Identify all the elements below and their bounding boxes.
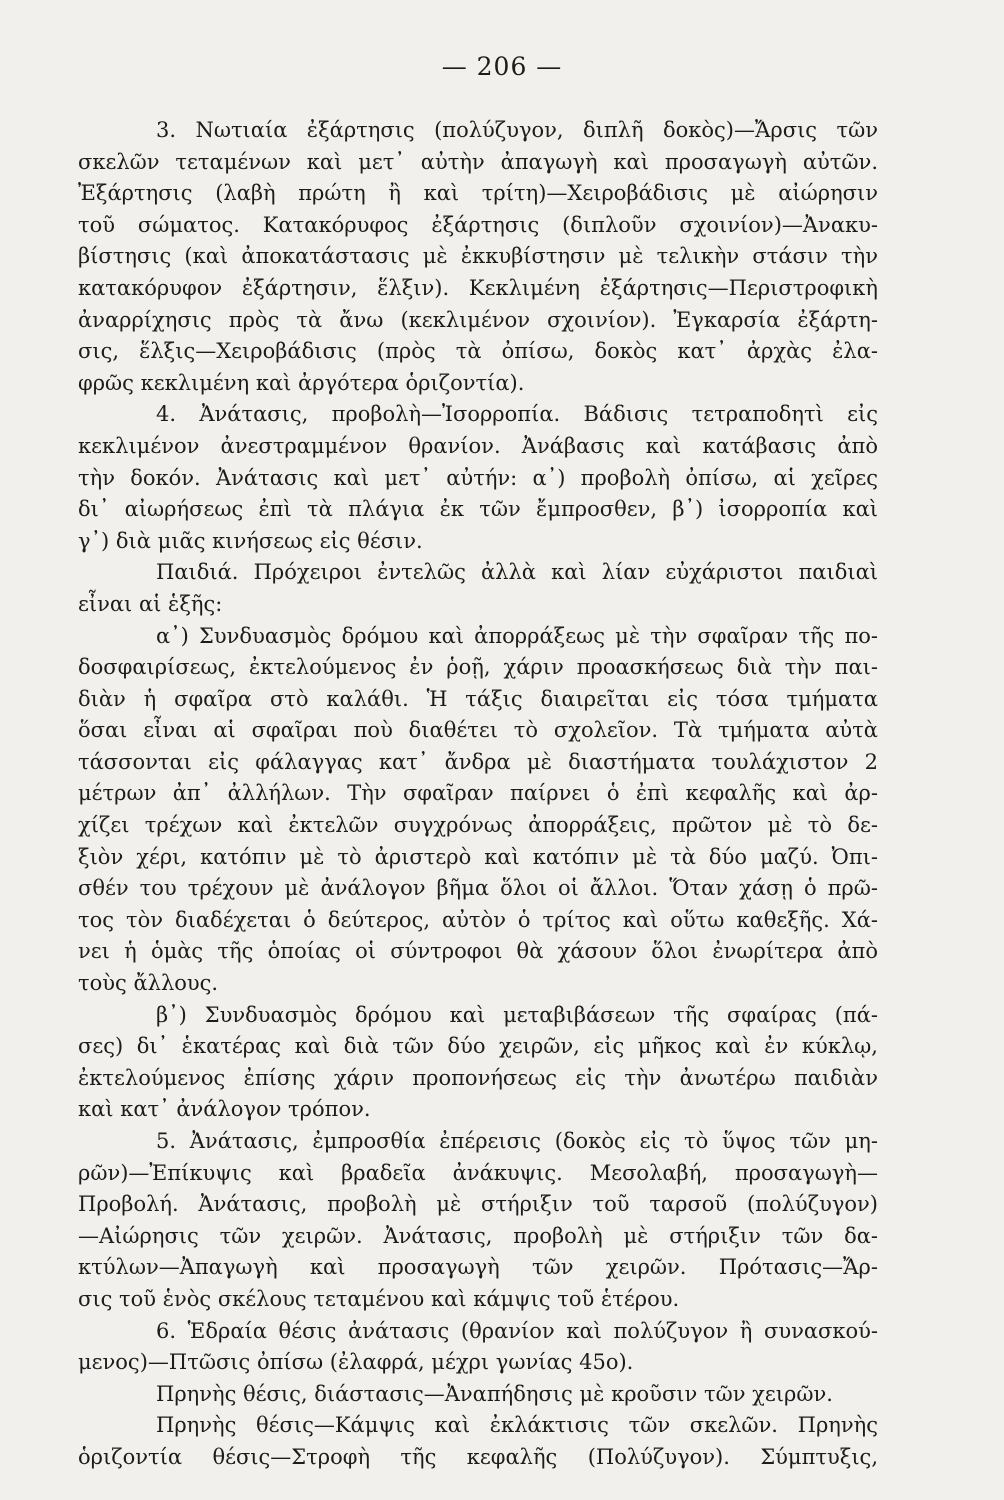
text-line: 6. Ἑδραία θέσις ἀνάτασις (θρανίον καὶ πολύζυγον ἢ συνασκού- bbox=[156, 1318, 878, 1343]
text-line: εἶναι αἱ ἑξῆς: bbox=[78, 591, 223, 616]
text-line: Πρηνὴς θέσις, διάστασις—Ἀναπήδησις μὲ κροῦσιν τῶν χειρῶν. bbox=[156, 1381, 833, 1406]
text-line: ὅσαι εἶναι αἱ σφαῖραι ποὺ διαθέτει τὸ σχολεῖον. Τὰ τμήματα αὐτὰ bbox=[78, 718, 878, 743]
text-line: σθέν του τρέχουν μὲ ἀνάλογον βῆμα ὅλοι οἱ ἄλλοι. Ὅταν χάσῃ ὁ πρῶ- bbox=[78, 876, 878, 901]
text-line: χίζει τρέχων καὶ ἐκτελῶν συγχρόνως ἀπορράξεις, πρῶτον μὲ τὸ δε- bbox=[78, 813, 878, 838]
text-line: μενος)—Πτῶσις ὀπίσω (ἐλαφρά, μέχρι γωνίας 45ο). bbox=[78, 1350, 634, 1375]
text-line: 4. Ἀνάτασις, προβολὴ—Ἰσορροπία. Βάδισις τετραποδητὶ εἰς bbox=[156, 402, 878, 427]
text-line: 3. Νωτιαία ἐξάρτησις (πολύζυγον, διπλῆ δοκὸς)—Ἄρσις τῶν bbox=[156, 118, 878, 142]
page-number: — 206 — bbox=[441, 52, 563, 81]
text-line: 5. Ἀνάτασις, ἐμπροσθία ἐπέρεισις (δοκὸς εἰς τὸ ὕψος τῶν μη- bbox=[156, 1129, 878, 1153]
text-line: τὴν δοκόν. Ἀνάτασις καὶ μετ᾽ αὐτήν: α᾽) προβολὴ ὀπίσω, αἱ χεῖρες bbox=[78, 465, 878, 490]
text-line: κτύλων—Ἀπαγωγὴ καὶ προσαγωγὴ τῶν χειρῶν. Πρότασις—Ἄρ- bbox=[78, 1255, 878, 1280]
text-line: τος τὸν διαδέχεται ὁ δεύτερος, αὐτὸν ὁ τρίτος καὶ οὕτω καθεξῆς. Χά- bbox=[78, 907, 878, 932]
text-line: τοὺς ἄλλους. bbox=[78, 971, 219, 996]
body-text bbox=[78, 115, 878, 1474]
text-line: σες) δι᾽ ἑκατέρας καὶ διὰ τῶν δύο χειρῶν, εἰς μῆκος καὶ ἐν κύκλῳ, bbox=[78, 1034, 878, 1059]
text-line: ἀναρρίχησις πρὸς τὰ ἄνω (κεκλιμένον σχοινίον). Ἐγκαρσία ἐξάρτη- bbox=[78, 307, 878, 332]
text-line: διὰν ἡ σφαῖρα στὸ καλάθι. Ἡ τάξις διαιρεῖται εἰς τόσα τμήματα bbox=[78, 686, 878, 711]
text-line: ὁριζοντία θέσις—Στροφὴ τῆς κεφαλῆς (Πολύζυγον). Σύμπτυξις, bbox=[78, 1444, 878, 1469]
text-line: βίστησις (καὶ ἀποκατάστασις μὲ ἐκκυβίστησιν μὲ τελικὴν στάσιν τὴν bbox=[78, 244, 878, 269]
text-line: α᾽) Συνδυασμὸς δρόμου καὶ ἀπορράξεως μὲ τὴν σφαῖραν τῆς πο- bbox=[156, 623, 878, 648]
text-line: Πρηνὴς θέσις—Κάμψις καὶ ἐκλάκτισις τῶν σκελῶν. Πρηνὴς bbox=[156, 1413, 878, 1438]
text-line: ξιὸν χέρι, κατόπιν μὲ τὸ ἀριστερὸ καὶ κατόπιν μὲ τὰ δύο μαζύ. Ὀπι- bbox=[78, 844, 878, 869]
text-line: μέτρων ἀπ᾽ ἀλλήλων. Τὴν σφαῖραν παίρνει ὁ ἐπὶ κεφαλῆς καὶ ἀρ- bbox=[78, 781, 878, 806]
text-line: —Αἰώρησις τῶν χειρῶν. Ἀνάτασις, προβολὴ μὲ στήριξιν τῶν δα- bbox=[78, 1223, 878, 1248]
text-line: κεκλιμένον ἀνεστραμμένον θρανίον. Ἀνάβασις καὶ κατάβασις ἀπὸ bbox=[78, 433, 878, 458]
text-line: Ἐξάρτησις (λαβὴ πρώτη ἢ καὶ τρίτη)—Χειροβάδισις μὲ αἰώρησιν bbox=[78, 181, 878, 206]
text-line: σκελῶν τεταμένων καὶ μετ᾽ αὐτὴν ἀπαγωγὴ καὶ προσαγωγὴ αὐτῶν. bbox=[78, 149, 878, 174]
text-line: ἐκτελούμενος ἐπίσης χάριν προπονήσεως εἰς τὴν ἀνωτέρω παιδιὰν bbox=[78, 1065, 878, 1090]
text-line: Προβολή. Ἀνάτασις, προβολὴ μὲ στήριξιν τοῦ ταρσοῦ (πολύζυγον) bbox=[78, 1192, 878, 1217]
text-line: σις τοῦ ἑνὸς σκέλους τεταμένου καὶ κάμψις τοῦ ἑτέρου. bbox=[78, 1286, 680, 1311]
text-line: κατακόρυφον ἐξάρτησιν, ἕλξιν). Κεκλιμένη ἐξάρτησις—Περιστροφικὴ bbox=[78, 275, 878, 300]
text-line: σις, ἕλξις—Χειροβάδισις (πρὸς τὰ ὀπίσω, δοκὸς κατ᾽ ἀρχὰς ἐλα- bbox=[78, 339, 878, 364]
text-line: καὶ κατ᾽ ἀνάλογον τρόπον. bbox=[78, 1097, 371, 1122]
text-line: δοσφαιρίσεως, ἐκτελούμενος ἐν ῥοῇ, χάριν προασκήσεως διὰ τὴν παι- bbox=[78, 655, 878, 680]
text-line: γ᾽) διὰ μιᾶς κινήσεως εἰς θέσιν. bbox=[78, 528, 423, 553]
text-line: νει ἡ ὁμὰς τῆς ὁποίας οἱ σύντροφοι θὰ χάσουν ὅλοι ἐνωρίτερα ἀπὸ bbox=[78, 939, 878, 964]
text-line: φρῶς κεκλιμένη καὶ ἀργότερα ὁριζοντία). bbox=[78, 370, 525, 395]
text-line: ρῶν)—Ἐπίκυψις καὶ βραδεῖα ἀνάκυψις. Μεσολαβή, προσαγωγὴ— bbox=[78, 1160, 878, 1185]
text-line: δι᾽ αἰωρήσεως ἐπὶ τὰ πλάγια ἐκ τῶν ἔμπροσθεν, β᾽) ἰσορροπία καὶ bbox=[78, 497, 878, 522]
text-line: τοῦ σώματος. Κατακόρυφος ἐξάρτησις (διπλοῦν σχοινίον)—Ἀνακυ- bbox=[78, 212, 878, 237]
text-line: β᾽) Συνδυασμὸς δρόμου καὶ μεταβιβάσεων τῆς σφαίρας (πά- bbox=[156, 1002, 878, 1027]
text-line: Παιδιά. Πρόχειροι ἐντελῶς ἀλλὰ καὶ λίαν εὐχάριστοι παιδιαὶ bbox=[156, 560, 878, 585]
text-line: τάσσονται εἰς φάλαγγας κατ᾽ ἄνδρα μὲ διαστήματα τουλάχιστον 2 bbox=[78, 749, 878, 774]
